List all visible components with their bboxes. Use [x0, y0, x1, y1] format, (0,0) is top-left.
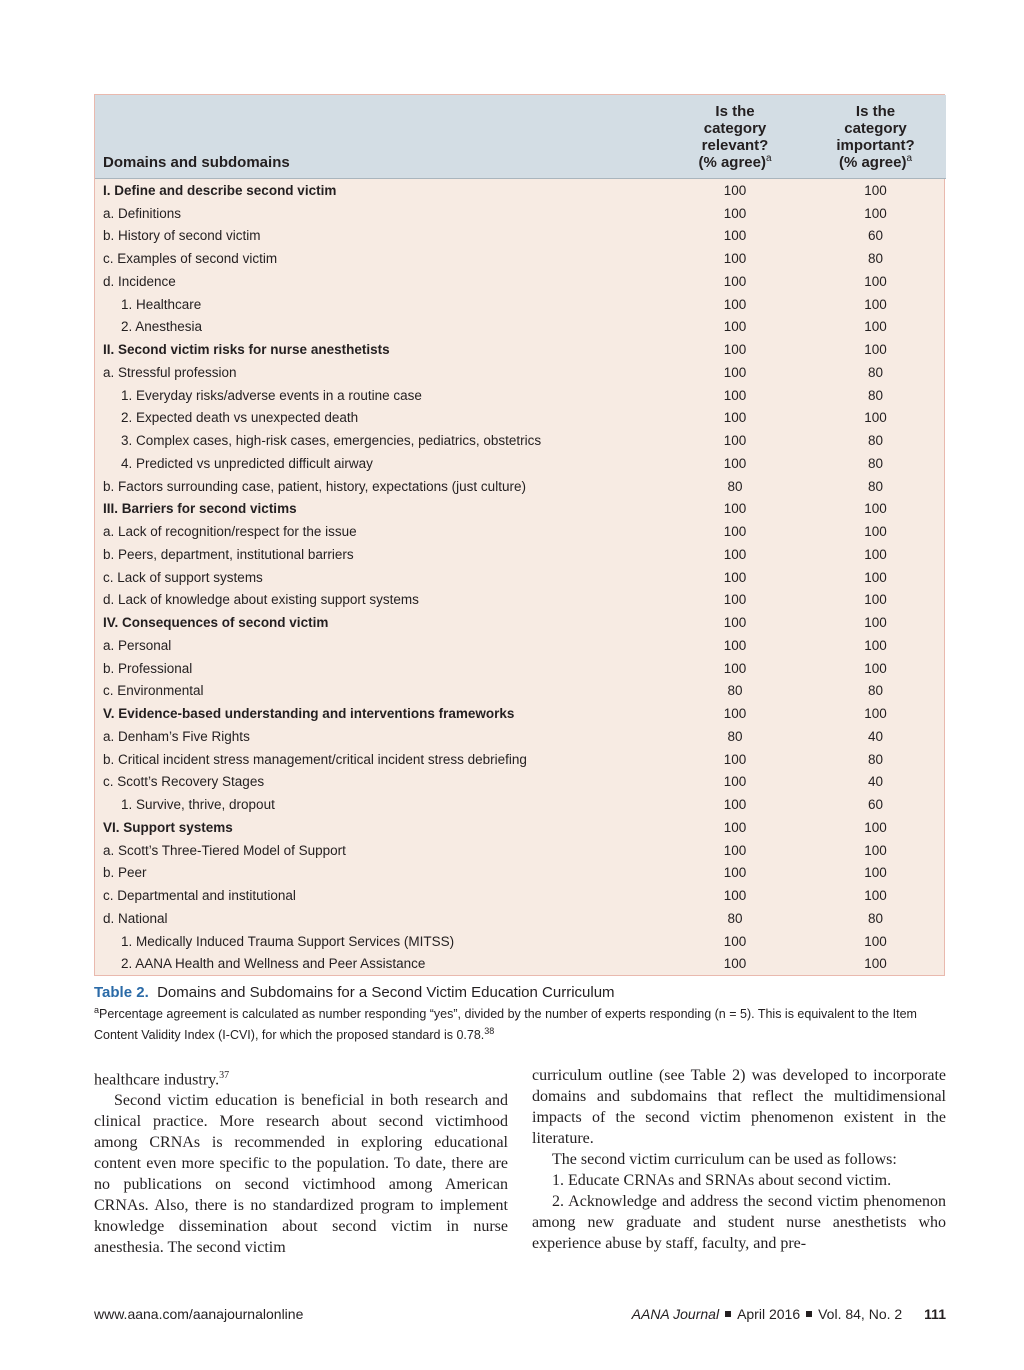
row-label: c. Examples of second victim	[103, 251, 278, 267]
row-label: I. Define and describe second victim	[103, 182, 337, 198]
table-caption	[94, 984, 954, 1001]
row-label: 1. Survive, thrive, dropout	[121, 797, 275, 813]
row-label: a. Personal	[103, 637, 172, 653]
row-label: c. Departmental and institutional	[103, 888, 296, 904]
row-label: 3. Complex cases, high-risk cases, emergencies, pediatrics, obstetrics	[121, 433, 542, 449]
table-row	[95, 566, 946, 589]
important-value: 80	[867, 683, 884, 699]
table-row	[95, 657, 946, 680]
relevant-value: 100	[723, 364, 747, 380]
footnote-text: Percentage agreement is calculated as number responding “yes”, divided by the number of experts responding (n = 5). This is equivalent to the Item Content Validity Index (I-CVI), for which the proposed standard is 0.78.	[94, 1007, 917, 1043]
important-value: 60	[867, 228, 884, 244]
relevant-value: 100	[723, 319, 747, 335]
important-value: 80	[867, 364, 884, 380]
body-right-column	[532, 1065, 946, 1254]
list-item: 1. Educate CRNAs and SRNAs about second victim.	[552, 1172, 892, 1189]
row-label: 1. Everyday risks/adverse events in a routine case	[121, 387, 422, 403]
row-label: d. Lack of knowledge about existing support systems	[103, 592, 419, 608]
row-label: b. Professional	[103, 660, 193, 676]
table-row	[95, 407, 946, 430]
table-row	[95, 520, 946, 543]
relevant-value: 100	[723, 251, 747, 267]
important-value: 100	[864, 342, 887, 358]
relevant-value: 100	[723, 615, 747, 631]
relevant-value: 80	[727, 683, 743, 699]
important-value: 100	[864, 615, 887, 631]
volume: Vol. 84, No. 2	[818, 1306, 903, 1322]
row-label: 1. Medically Induced Trauma Support Services (MITSS)	[121, 933, 455, 949]
row-label: c. Lack of support systems	[103, 569, 263, 585]
paragraph: curriculum outline (see Table 2) was developed to incorporate domains and subdomains that reflect the multidimensional impacts of the second victim phenomenon existent in the literature.	[532, 1067, 946, 1147]
journal-info	[632, 1306, 946, 1322]
important-value: 40	[867, 774, 884, 790]
important-value: 100	[864, 569, 887, 585]
table-row	[95, 179, 946, 202]
row-label: b. Critical incident stress management/critical incident stress debriefing	[103, 751, 527, 767]
row-label: d. Incidence	[103, 273, 176, 289]
row-label: 2. Anesthesia	[121, 319, 203, 335]
page-number: 111	[924, 1306, 946, 1322]
table-row	[95, 498, 946, 521]
relevant-value: 100	[723, 182, 747, 198]
row-label: c. Environmental	[103, 683, 204, 699]
important-value: 80	[867, 910, 884, 926]
table	[95, 95, 946, 975]
relevant-value: 100	[723, 706, 747, 722]
body-left-column	[94, 1065, 508, 1258]
relevant-value: 100	[723, 842, 747, 858]
table-row	[95, 930, 946, 953]
header-relevant: Is the category relevant? (% agree)$^a$	[665, 95, 805, 179]
relevant-value: 100	[723, 956, 747, 972]
row-label: b. Peer	[103, 865, 147, 881]
table-row	[95, 793, 946, 816]
table-row	[95, 680, 946, 703]
important-value: 40	[867, 728, 884, 744]
important-value: 60	[867, 797, 884, 813]
table-body	[95, 179, 946, 976]
table-row	[95, 543, 946, 566]
table-row	[95, 634, 946, 657]
table-row	[95, 202, 946, 225]
table-row	[95, 247, 946, 270]
important-value: 100	[864, 546, 887, 562]
important-value: 100	[864, 205, 887, 221]
important-value: 100	[864, 842, 887, 858]
relevant-value: 100	[723, 273, 747, 289]
list-item: 2. Acknowledge and address the second victim phenomenon among new graduate and student nurse anesthetists who experience abuse by staff, faculty, and pre-	[532, 1193, 946, 1252]
table-row	[95, 862, 946, 885]
table-row	[95, 725, 946, 748]
important-value: 100	[864, 410, 887, 426]
relevant-value: 100	[723, 433, 747, 449]
page-footer	[94, 1306, 946, 1324]
important-value: 100	[864, 933, 887, 949]
relevant-value: 80	[727, 910, 743, 926]
header-important: Is the category important? (% agree)$^a$	[805, 95, 946, 179]
relevant-value: 100	[723, 660, 747, 676]
table-row	[95, 270, 946, 293]
important-value: 100	[864, 706, 887, 722]
important-value: 100	[864, 273, 887, 289]
row-label: d. National	[103, 910, 168, 926]
caption-tag: Table 2.	[94, 984, 149, 1001]
relevant-value: 100	[723, 228, 747, 244]
relevant-value: 100	[723, 546, 747, 562]
row-label: b. Peers, department, institutional barriers	[103, 546, 354, 562]
row-label: a. Stressful profession	[103, 364, 237, 380]
row-label: a. Definitions	[103, 205, 182, 221]
bullet-square-icon	[806, 1311, 812, 1317]
important-value: 100	[864, 865, 887, 881]
table-row	[95, 884, 946, 907]
row-label: 1. Healthcare	[121, 296, 202, 312]
relevant-value: 100	[723, 501, 747, 517]
important-value: 100	[864, 956, 887, 972]
relevant-value: 100	[723, 592, 747, 608]
important-value: 100	[864, 819, 887, 835]
relevant-value: 100	[723, 819, 747, 835]
table-row	[95, 702, 946, 725]
important-value: 100	[864, 501, 887, 517]
relevant-value: 100	[723, 774, 747, 790]
table-row	[95, 748, 946, 771]
important-value: 80	[867, 387, 884, 403]
domains-table	[94, 94, 945, 976]
row-label: 2. Expected death vs unexpected death	[121, 410, 359, 426]
table-row	[95, 953, 946, 976]
table-row	[95, 293, 946, 316]
row-label: VI. Support systems	[103, 819, 233, 835]
important-value: 80	[867, 751, 884, 767]
important-value: 80	[867, 433, 884, 449]
header-domains: Domains and subdomains	[95, 95, 665, 179]
table-row	[95, 429, 946, 452]
important-value: 80	[867, 455, 884, 471]
table-header-row	[95, 95, 946, 179]
footnote-ref: 38	[484, 1026, 495, 1037]
relevant-value: 100	[723, 865, 747, 881]
table-row	[95, 907, 946, 930]
table-footnote	[94, 1002, 954, 1044]
table-row	[95, 771, 946, 794]
bullet-square-icon	[725, 1311, 731, 1317]
row-label: 2. AANA Health and Wellness and Peer Assistance	[121, 956, 426, 972]
table-row	[95, 361, 946, 384]
relevant-value: 80	[727, 478, 743, 494]
row-label: III. Barriers for second victims	[103, 501, 297, 517]
row-label: b. Factors surrounding case, patient, history, expectations (just culture)	[103, 478, 526, 494]
relevant-value: 100	[723, 637, 747, 653]
row-label: a. Denham’s Five Rights	[103, 728, 250, 744]
relevant-value: 100	[723, 933, 747, 949]
table-row	[95, 316, 946, 339]
relevant-value: 100	[723, 888, 747, 904]
relevant-value: 100	[723, 524, 747, 540]
table-row	[95, 816, 946, 839]
important-value: 100	[864, 888, 887, 904]
row-label: II. Second victim risks for nurse anesthetists	[103, 342, 390, 358]
citation: 37	[219, 1070, 230, 1081]
journal-url[interactable]: www.aana.com/aanajournalonline	[94, 1306, 304, 1322]
important-value: 80	[867, 251, 884, 267]
table-row	[95, 611, 946, 634]
table-row	[95, 384, 946, 407]
important-value: 100	[864, 182, 887, 198]
relevant-value: 100	[723, 569, 747, 585]
row-label: 4. Predicted vs unpredicted difficult airway	[121, 455, 373, 471]
row-label: a. Lack of recognition/respect for the issue	[103, 524, 357, 540]
important-value: 100	[864, 660, 887, 676]
relevant-value: 80	[727, 728, 743, 744]
table-row	[95, 475, 946, 498]
paragraph: healthcare industry.$^{37}$	[94, 1070, 230, 1089]
paragraph: The second victim curriculum can be used as follows:	[552, 1151, 897, 1168]
issue-date: April 2016	[737, 1306, 801, 1322]
row-label: IV. Consequences of second victim	[103, 615, 329, 631]
table-row	[95, 452, 946, 475]
footnote-marker: a	[906, 153, 913, 164]
important-value: 100	[864, 592, 887, 608]
relevant-value: 100	[723, 751, 747, 767]
table-row	[95, 225, 946, 248]
relevant-value: 100	[723, 296, 747, 312]
relevant-value: 100	[723, 410, 747, 426]
relevant-value: 100	[723, 387, 747, 403]
important-value: 100	[864, 524, 887, 540]
relevant-value: 100	[723, 455, 747, 471]
important-value: 100	[864, 296, 887, 312]
important-value: 100	[864, 319, 887, 335]
important-value: 100	[864, 637, 887, 653]
important-value: 80	[867, 478, 884, 494]
relevant-value: 100	[723, 797, 747, 813]
row-label: a. Scott’s Three-Tiered Model of Support	[103, 842, 346, 858]
footnote-mark: a	[94, 1005, 100, 1015]
relevant-value: 100	[723, 342, 747, 358]
table-row	[95, 589, 946, 612]
relevant-value: 100	[723, 205, 747, 221]
caption-title: Domains and Subdomains for a Second Victim Education Curriculum	[157, 984, 615, 1001]
table-row	[95, 839, 946, 862]
row-label: b. History of second victim	[103, 228, 261, 244]
row-label: V. Evidence-based understanding and interventions frameworks	[103, 706, 515, 722]
footnote-marker: a	[765, 153, 772, 164]
journal-name: AANA Journal	[631, 1306, 720, 1322]
row-label: c. Scott’s Recovery Stages	[103, 774, 265, 790]
table-row	[95, 338, 946, 361]
paragraph: Second victim education is beneficial in both research and clinical practice. More research about second victimhood among CRNAs is recommended in exploring educational content even more specific to the population. To date, there are no publications on second victimhood among American CRNAs. Also, there is no standardized program to implement knowledge dissemination about second victim in nurse anesthesia. The second victim	[94, 1092, 508, 1257]
